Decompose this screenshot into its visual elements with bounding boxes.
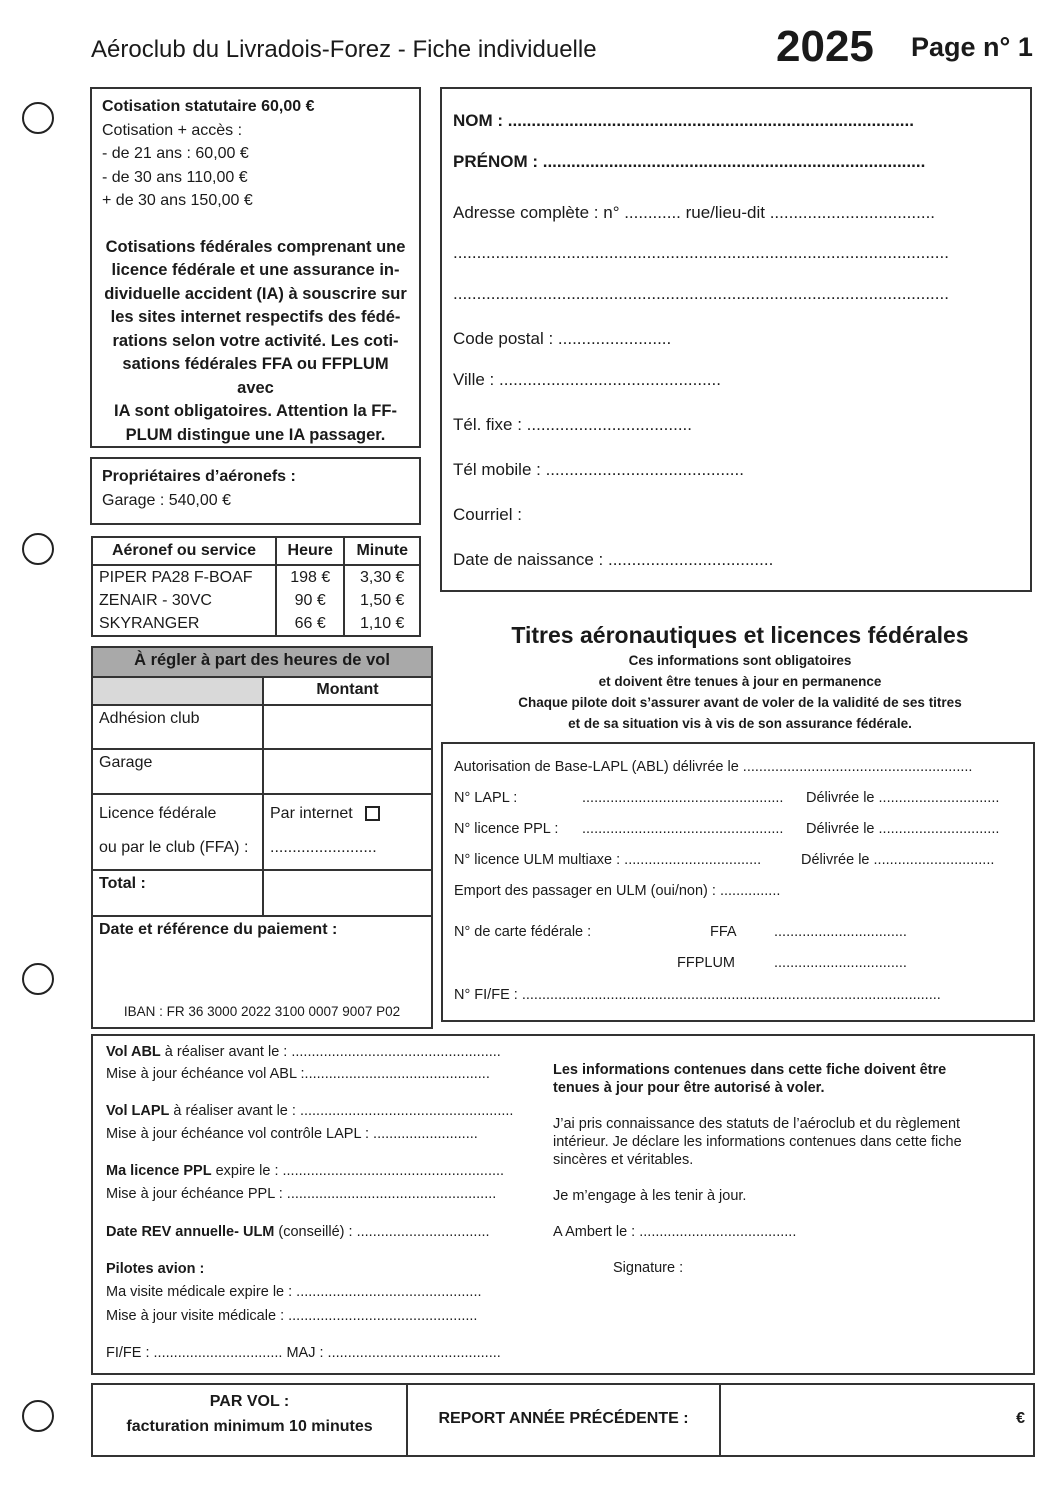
titres-heading-block [440, 620, 1040, 734]
vol-lapl-dots: à réaliser avant le : ..................................................... [169, 1103, 514, 1119]
garage-label: Garage [92, 749, 263, 794]
par-internet-label: Par internet [270, 805, 353, 822]
titres-heading: Titres aéronautiques et licences fédérales [511, 622, 969, 648]
adresse-field[interactable]: Adresse complète : n° ............ rue/lieu-dit ................................... [453, 203, 936, 222]
declaration-line: intérieur. Je déclare les informations contenues dans cette fiche [553, 1134, 962, 1150]
cotisation-box [90, 87, 421, 448]
ppl-label: N° licence PPL : [454, 821, 559, 837]
binder-hole-icon [22, 963, 54, 995]
text-line: les sites internet respectifs des fédé- [110, 308, 401, 326]
ffplum-number-field[interactable]: ................................. [774, 955, 907, 971]
fife-number-field[interactable]: N° FI/FE : ........................................................................................................ [454, 987, 941, 1003]
identity-box [440, 87, 1032, 592]
text-line: rations selon votre activité. Les coti- [112, 331, 399, 350]
text-line: Cotisations fédérales comprenant une [105, 237, 406, 256]
minute-rate: 1,50 € [344, 589, 420, 612]
licence-label [92, 794, 263, 870]
carte-federale-label: N° de carte fédérale : [454, 924, 592, 940]
text-line: dividuelle accident (IA) à souscrire sur [104, 284, 407, 303]
courriel-field[interactable]: Courriel : [453, 505, 522, 524]
payment-reference-field[interactable] [92, 916, 432, 1028]
binder-hole-icon [22, 102, 54, 134]
hour-rate: 198 € [276, 565, 344, 589]
par-internet-checkbox[interactable] [365, 806, 380, 821]
ppl-expiry-field[interactable] [106, 1163, 504, 1179]
vol-abl-label: Vol ABL [106, 1044, 161, 1060]
aircraft-name: PIPER PA28 F-BOAF [92, 565, 276, 589]
abl-field[interactable]: Autorisation de Base-LAPL (ABL) délivrée le ......................................................... [454, 759, 973, 775]
text-line: PLUM distingue une IA passager. [125, 425, 386, 444]
column-header: Aéronef ou service [92, 537, 276, 565]
declaration-bold-line: tenues à jour pour être autorisé à voler. [553, 1080, 825, 1096]
echeances-box [91, 1034, 1035, 1375]
rates-header-row [92, 537, 420, 565]
maj-lapl-field[interactable]: Mise à jour échéance vol contrôle LAPL : .......................... [106, 1126, 478, 1142]
table-row [92, 612, 420, 636]
hour-rate: 66 € [276, 612, 344, 636]
adresse-line3-field[interactable]: ......................................................................................................... [453, 284, 949, 303]
garage-price: Garage : 540,00 € [102, 491, 231, 509]
vol-lapl-label: Vol LAPL [106, 1103, 170, 1119]
ambert-date-field[interactable]: A Ambert le : ....................................... [553, 1224, 797, 1240]
hour-rate: 90 € [276, 589, 344, 612]
nom-field[interactable]: NOM : ...................................................................................... [453, 111, 914, 130]
cotisation-federales-text [102, 236, 409, 448]
par-internet-option[interactable] [270, 797, 425, 831]
ppl-expiry-dots: expire le : ....................................................... [211, 1163, 505, 1179]
ppl-date-field[interactable]: Délivrée le .............................. [806, 821, 1000, 837]
declaration-block [553, 1061, 1023, 1277]
iban: IBAN : FR 36 3000 2022 3100 0007 9007 P02 [123, 1004, 401, 1019]
licence-label-line1: Licence fédérale [99, 805, 217, 822]
total-label: Total : [92, 870, 263, 916]
maj-ppl-field[interactable]: Mise à jour échéance PPL : .................................................... [106, 1186, 497, 1202]
proprietaires-box [90, 457, 421, 525]
vol-abl-dots: à réaliser avant le : .................................................... [160, 1044, 501, 1060]
ulm-date-field[interactable]: Délivrée le .............................. [801, 852, 995, 868]
ffa-label: FFA [710, 924, 737, 940]
declaration-line: J’ai pris connaissance des statuts de l’aéroclub et du règlement [553, 1116, 961, 1132]
rates-table [91, 536, 421, 637]
binder-hole-icon [22, 533, 54, 565]
licence-label-line2: ou par le club (FFA) : [99, 839, 249, 856]
cotisation-tier: - de 30 ans 110,00 € [102, 168, 248, 186]
cotisation-tier: - de 21 ans : 60,00 € [102, 145, 249, 162]
text-line: Ces informations sont obligatoires [628, 653, 852, 668]
minute-rate: 3,30 € [344, 565, 420, 589]
adhesion-amount-field[interactable] [263, 705, 432, 749]
licence-amount-dots: ........................ [270, 839, 377, 856]
par-vol-block [93, 1389, 406, 1439]
aircraft-name: SKYRANGER [92, 612, 276, 636]
facturation-label: facturation minimum 10 minutes [126, 1418, 373, 1435]
footer-box [91, 1383, 1035, 1457]
maj-visite-field[interactable]: Mise à jour visite médicale : ............................................... [106, 1308, 478, 1324]
table-row [92, 589, 420, 612]
minute-rate: 1,10 € [344, 612, 420, 636]
payment-reference-label: Date et référence du paiement : [99, 921, 338, 938]
adhesion-label: Adhésion club [92, 705, 263, 749]
proprietaires-title: Propriétaires d’aéronefs : [102, 468, 296, 485]
ulm-number-field[interactable]: N° licence ULM multiaxe : .................................. [454, 852, 762, 868]
lapl-number-field[interactable]: .................................................. [582, 790, 784, 806]
ville-field[interactable]: Ville : ............................................... [453, 370, 721, 389]
licence-amount-field[interactable] [263, 794, 432, 870]
tel-fixe-field[interactable]: Tél. fixe : ................................... [453, 415, 692, 434]
adresse-line2-field[interactable]: ......................................................................................................... [453, 243, 949, 262]
ffplum-label: FFPLUM [677, 955, 735, 971]
euro-symbol: € [1016, 1410, 1025, 1427]
cotisation-acces-label: Cotisation + accès : [102, 121, 243, 139]
payment-table [91, 646, 433, 1029]
ffa-number-field[interactable]: ................................. [774, 924, 907, 940]
maj-abl-field[interactable]: Mise à jour échéance vol ABL :.............................................. [106, 1066, 490, 1082]
code-postal-field[interactable]: Code postal : ........................ [453, 329, 672, 348]
year: 2025 [776, 22, 874, 71]
text-line: Chaque pilote doit s’assurer avant de voler de la validité de ses titres [518, 695, 962, 710]
ppl-number-field[interactable]: .................................................. [582, 821, 784, 837]
vol-abl-field[interactable] [106, 1044, 501, 1060]
aircraft-name: ZENAIR - 30VC [92, 589, 276, 612]
column-header: Minute [344, 537, 420, 565]
lapl-date-field[interactable]: Délivrée le .............................. [806, 790, 1000, 806]
cotisation-tier: + de 30 ans 150,00 € [102, 192, 253, 209]
vol-lapl-field[interactable] [106, 1103, 513, 1119]
lapl-label: N° LAPL : [454, 790, 518, 806]
blank-header-cell [92, 677, 263, 705]
ppl-expiry-label: Ma licence PPL [106, 1163, 212, 1179]
montant-header: Montant [263, 677, 432, 705]
text-line: IA sont obligatoires. Attention la FF- [114, 402, 397, 420]
report-label: REPORT ANNÉE PRÉCÉDENTE : [438, 1410, 689, 1427]
cotisation-statutaire: Cotisation statutaire 60,00 € [102, 98, 315, 115]
table-row [92, 565, 420, 589]
engagement-text: Je m’engage à les tenir à jour. [553, 1188, 747, 1204]
declaration-line: sincères et véritables. [553, 1152, 694, 1168]
signature-field[interactable]: Signature : [613, 1260, 684, 1276]
report-amount-field[interactable] [721, 1385, 1035, 1457]
page-number: Page n° 1 [911, 32, 1033, 62]
binder-hole-icon [22, 1400, 54, 1432]
tel-mobile-field[interactable]: Tél mobile : .......................................... [453, 460, 744, 479]
text-line: et de sa situation vis à vis de son assurance fédérale. [568, 716, 912, 731]
rev-ulm-label: Date REV annuelle- ULM [106, 1224, 275, 1240]
payment-title: À régler à part des heures de vol [92, 647, 432, 677]
column-header: Heure [276, 537, 344, 565]
pilotes-avion-label: Pilotes avion : [106, 1261, 205, 1277]
text-line: licence fédérale et une assurance in- [111, 261, 400, 279]
rev-ulm-field[interactable] [106, 1224, 490, 1240]
rev-ulm-dots: (conseillé) : ................................. [274, 1224, 490, 1240]
declaration-bold-line: Les informations contenues dans cette fiche doivent être [553, 1062, 947, 1078]
par-vol-label: PAR VOL : [209, 1393, 290, 1410]
titres-subtext [440, 650, 1040, 734]
naissance-field[interactable]: Date de naissance : ................................... [453, 550, 774, 569]
total-amount-field[interactable] [263, 870, 432, 916]
visite-medicale-field[interactable]: Ma visite médicale expire le : .............................................. [106, 1284, 482, 1300]
text-line: sations fédérales FFA ou FFPLUM avec [122, 355, 389, 397]
fife-maj-field[interactable]: FI/FE : ................................ MAJ : ........................................... [106, 1345, 501, 1361]
emport-field[interactable]: Emport des passager en ULM (oui/non) : ............... [454, 883, 781, 899]
text-line: et doivent être tenues à jour en permanence [598, 674, 882, 689]
titres-box [441, 742, 1035, 1022]
document-title: Aéroclub du Livradois-Forez - Fiche individuelle [91, 36, 597, 63]
garage-amount-field[interactable] [263, 749, 432, 794]
prenom-field[interactable]: PRÉNOM : ................................................................................. [453, 152, 926, 171]
